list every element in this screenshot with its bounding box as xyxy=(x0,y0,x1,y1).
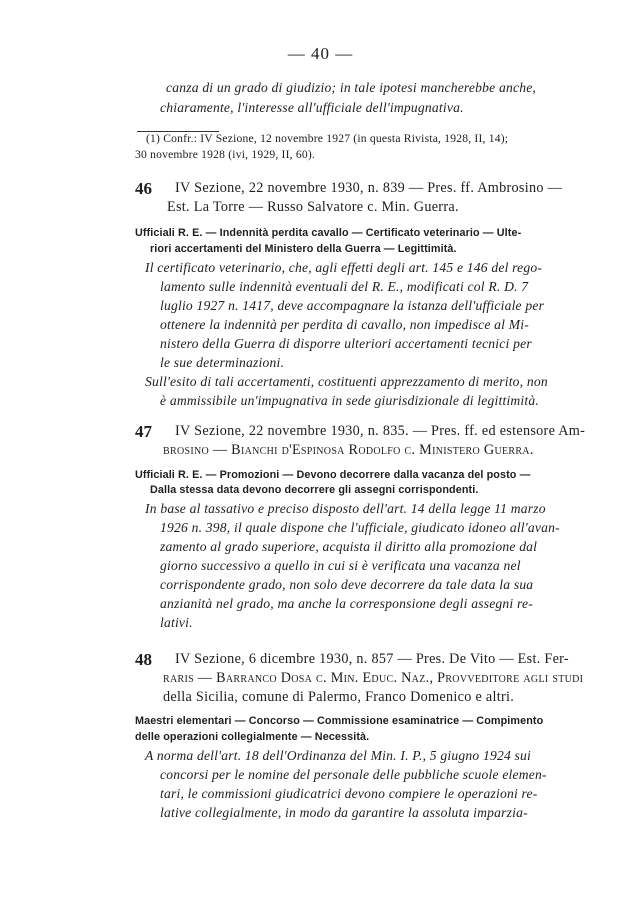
entry-body-line: anzianità nel grado, ma anche la corresponsione degli assegni re- xyxy=(160,596,533,611)
entry-header-line: IV Sezione, 6 dicembre 1930, n. 857 — Pres. De Vito — Est. Fer- xyxy=(175,651,569,667)
entry-body-line: è ammissibile un'impugnativa in sede giurisdizionale di legittimità. xyxy=(160,393,539,408)
intro-line: canza di un grado di giudizio; in tale ipotesi mancherebbe anche, xyxy=(166,80,537,95)
entry-topic-line: riori accertamenti del Ministero della Guerra — Legittimità. xyxy=(150,243,457,255)
entry-number: 47 xyxy=(135,422,152,441)
entry-number: 48 xyxy=(135,650,152,669)
entry-body-line: nistero della Guerra di disporre ulteriori accertamenti tecnici per xyxy=(160,336,532,351)
entry-body-line: giorno successivo a quello in cui si è verificata una vacanza nel xyxy=(160,558,521,573)
entry-body-line: concorsi per le nomine del personale delle pubbliche scuole elemen- xyxy=(160,767,547,782)
entry-body-line: corrispondente grado, non solo deve decorrere da tale data la sua xyxy=(160,577,534,592)
entry-body-line: tari, le commissioni giudicatrici devono compiere le operazioni re- xyxy=(160,786,538,801)
entry-body-line: In base al tassativo e preciso disposto dell'art. 14 della legge 11 marzo xyxy=(145,501,546,516)
entry-topic-line: Ufficiali R. E. — Promozioni — Devono decorrere dalla vacanza del posto — xyxy=(135,469,531,481)
entry-header-line: brosino — Bianchi d'Espinosa Rodolfo c. Ministero Guerra. xyxy=(163,442,534,458)
entry-body-line: 1926 n. 398, il quale dispone che l'ufficiale, giudicato idoneo all'avan- xyxy=(160,520,560,535)
entry-body-line: A norma dell'art. 18 dell'Ordinanza del Min. I. P., 5 giugno 1924 sui xyxy=(145,748,532,763)
entry-body-line: Sull'esito di tali accertamenti, costituenti apprezzamento di merito, non xyxy=(145,374,548,389)
entry-body-line: ottenere la indennità per perdita di cavallo, non impedisce al Mi- xyxy=(160,317,529,332)
entry-body-line: Il certificato veterinario, che, agli effetti degli art. 145 e 146 del rego- xyxy=(145,260,543,275)
entry-body-line: le sue determinazioni. xyxy=(160,355,285,370)
entry-topic-line: Maestri elementari — Concorso — Commissione esaminatrice — Compimento xyxy=(135,715,544,727)
footnote-line: (1) Confr.: IV Sezione, 12 novembre 1927 (in questa Rivista, 1928, II, 14); xyxy=(146,132,509,145)
entry-header-line: IV Sezione, 22 novembre 1930, n. 835. — Pres. ff. ed estensore Am- xyxy=(175,423,586,439)
entry-body-line: zamento al grado superiore, acquista il diritto alla promozione dal xyxy=(160,539,538,554)
footnote-line: 30 novembre 1928 (ivi, 1929, II, 60). xyxy=(135,148,315,161)
page-number: — 40 — xyxy=(287,44,354,63)
intro-line: chiaramente, l'interesse all'ufficiale dell'impugnativa. xyxy=(160,100,464,115)
entry-topic-line: delle operazioni collegialmente — Necessità. xyxy=(135,731,370,743)
entry-number: 46 xyxy=(135,179,152,198)
entry-topic-line: Ufficiali R. E. — Indennità perdita cavallo — Certificato veterinario — Ulte- xyxy=(135,227,522,239)
entry-header-line: della Sicilia, comune di Palermo, Franco Domenico e altri. xyxy=(163,689,515,705)
entry-body-line: luglio 1927 n. 1417, deve accompagnare la istanza dell'ufficiale per xyxy=(160,298,545,313)
entry-body-line: lativi. xyxy=(160,615,193,630)
entry-body-line: lamento sulle indennità eventuali del R. E., modificati col R. D. 7 xyxy=(160,279,529,294)
entry-header-line: Est. La Torre — Russo Salvatore c. Min. Guerra. xyxy=(167,199,459,215)
entry-header-line: raris — Barranco Dosa c. Min. Educ. Naz., Provveditore agli studi xyxy=(163,670,584,686)
entry-topic-line: Dalla stessa data devono decorrere gli assegni corrispondenti. xyxy=(150,484,479,496)
entry-body-line: lative collegialmente, in modo da garantire la assoluta imparzia- xyxy=(160,805,528,820)
entry-header-line: IV Sezione, 22 novembre 1930, n. 839 — Pres. ff. Ambrosino — xyxy=(175,180,563,196)
